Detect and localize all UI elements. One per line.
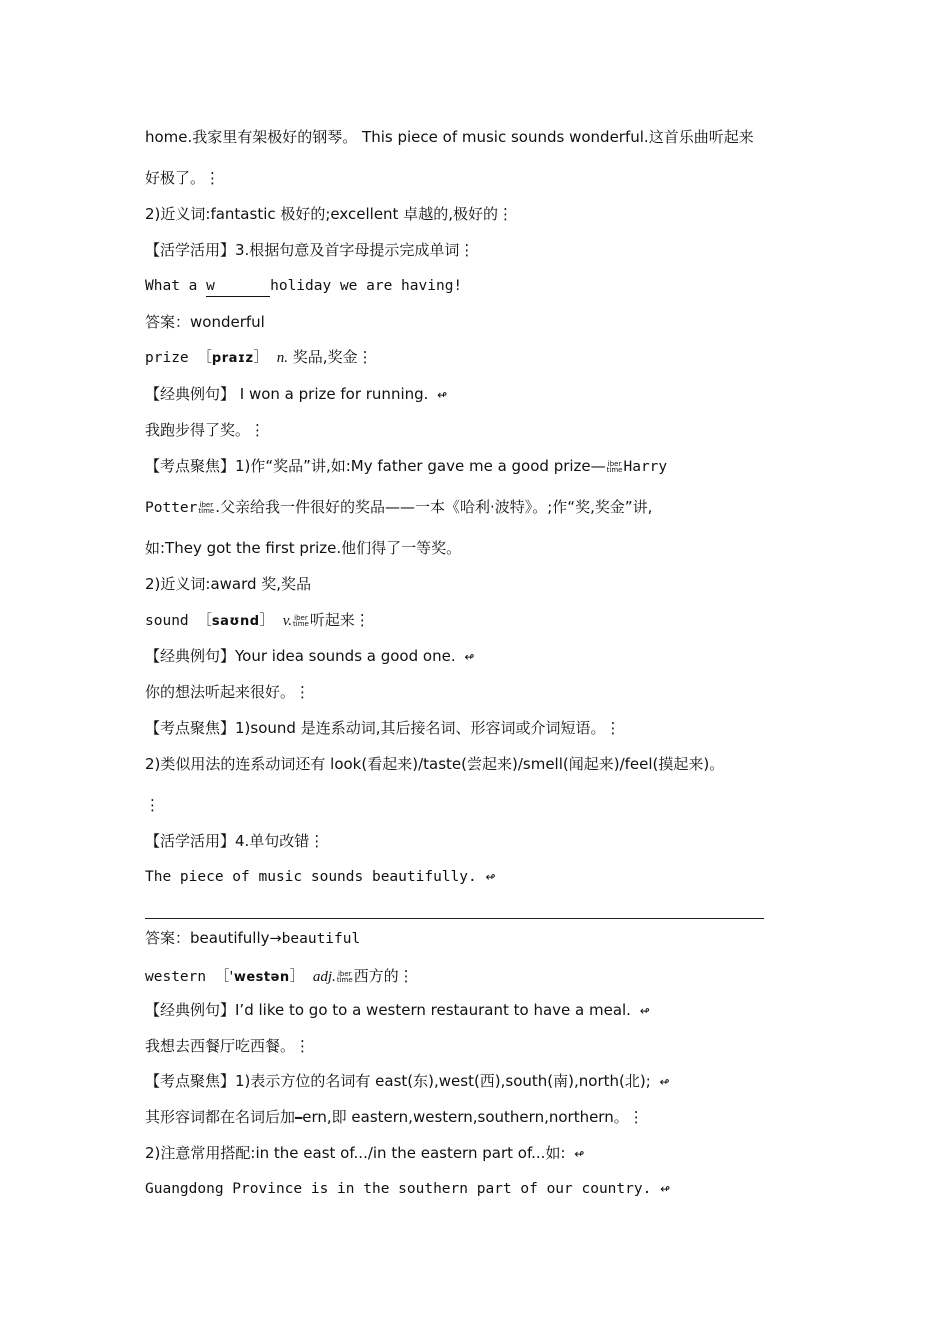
example-sentence: 【经典例句】I’d like to go to a western restaurant to have a meal. ↫: [145, 1001, 650, 1019]
text-line: [145, 127, 754, 148]
focus-point: 【考点聚焦】1)表示方位的名词有 east(东),west(西),south(南),north(北); ↫: [145, 1072, 670, 1090]
vocab-entry-prize: prize ［praɪz］ n. 奖品,奖金⋮: [145, 348, 373, 366]
part-of-speech: v.: [282, 613, 293, 629]
scribble-icon: ↫: [485, 870, 496, 884]
focus-point-cont: Potter iber time .父亲给我一件很好的奖品——一本《哈利·波特》。;作“奖,奖金”讲,: [145, 498, 653, 516]
scribble-icon: ↫: [660, 1182, 671, 1196]
phonetic-sound: saʊnd: [211, 614, 260, 629]
text-line: 我跑步得了奖。⋮: [145, 421, 266, 439]
superscript-mark: iber time: [336, 970, 353, 984]
answer-line: [145, 312, 265, 332]
scribble-icon: ↫: [437, 388, 448, 402]
text-line: 我想去西餐厅吃西餐。⋮: [145, 1037, 311, 1055]
exercise-4-sentence: The piece of music sounds beautifully. ↫: [145, 869, 496, 885]
part-of-speech: n.: [276, 350, 289, 366]
answer-line: 答案：beautifully→beautiful: [145, 929, 361, 947]
scribble-icon: ↫: [464, 650, 475, 664]
example-sentence: 【经典例句】Your idea sounds a good one. ↫: [145, 647, 475, 665]
text-line: 2)类似用法的连系动词还有 look(看起来)/taste(尝起来)/smell(闻起来)/feel(摸起来)。: [145, 755, 725, 773]
example-sentence: 【经典例句】 I won a prize for running. ↫: [145, 385, 448, 403]
text-line: [145, 168, 220, 188]
text-line: ⋮: [145, 796, 160, 814]
fill-blank[interactable]: w: [206, 276, 270, 297]
text-line-1: home.我家里有架极好的钢琴。 This piece of music sounds wonderful.这首乐曲听起来: [145, 128, 754, 146]
text-line: 2)注意常用搭配:in the east of.../in the eastern part of...如: ↫: [145, 1144, 585, 1162]
exercise-3-sentence: What a w holiday we are having!: [145, 276, 462, 297]
text-line: 其形容词都在名词后加━ern,即 eastern,western,southern,northern。⋮: [145, 1108, 644, 1126]
phonetic-western: ˈwestən: [229, 970, 290, 985]
text-line: 如:They got the first prize.他们得了一等奖。: [145, 539, 462, 557]
section-heading: [145, 240, 474, 260]
superscript-mark: iber time: [198, 501, 215, 515]
phonetic-prize: praɪz: [211, 351, 254, 366]
dash-mark: ━: [295, 1111, 303, 1125]
scribble-icon: ↫: [574, 1147, 585, 1161]
text-line: [145, 204, 513, 224]
text-line-2: 好极了。⋮: [145, 169, 221, 187]
exercise-3-heading: 【活学活用】3.根据句意及首字母提示完成单词⋮: [145, 241, 475, 259]
part-of-speech: adj.: [312, 969, 336, 985]
text-line: 你的想法听起来很好。⋮: [145, 683, 311, 701]
arrow-icon: →: [269, 931, 282, 947]
synonyms-line: 2)近义词:award 奖,奖品: [145, 575, 312, 593]
answer-3: 答案：wonderful: [145, 313, 265, 331]
exercise-4-heading: 【活学活用】4.单句改错⋮: [145, 832, 325, 850]
synonyms-line: 2)近义词:fantastic 极好的;excellent 卓越的,极好的⋮: [145, 205, 513, 223]
scribble-icon: ↫: [639, 1004, 650, 1018]
focus-point: 【考点聚焦】1)sound 是连系动词,其后接名词、形容词或介词短语。⋮: [145, 719, 621, 737]
answer-divider: [145, 918, 764, 919]
example-sentence: Guangdong Province is in the southern part of our country. ↫: [145, 1181, 671, 1197]
vocab-entry-western: western ［ˈwestən］ adj. iber time 西方的⋮: [145, 967, 414, 985]
vocab-entry-sound: sound ［saʊnd］ v. iber time 听起来⋮: [145, 611, 370, 629]
focus-point: 【考点聚焦】1)作“奖品”讲,如:My father gave me a good prize— iber time Harry: [145, 457, 668, 475]
superscript-mark: iber time: [606, 460, 623, 474]
superscript-mark: iber time: [293, 614, 309, 628]
section-heading: [145, 831, 324, 851]
scribble-icon: ↫: [659, 1075, 670, 1089]
